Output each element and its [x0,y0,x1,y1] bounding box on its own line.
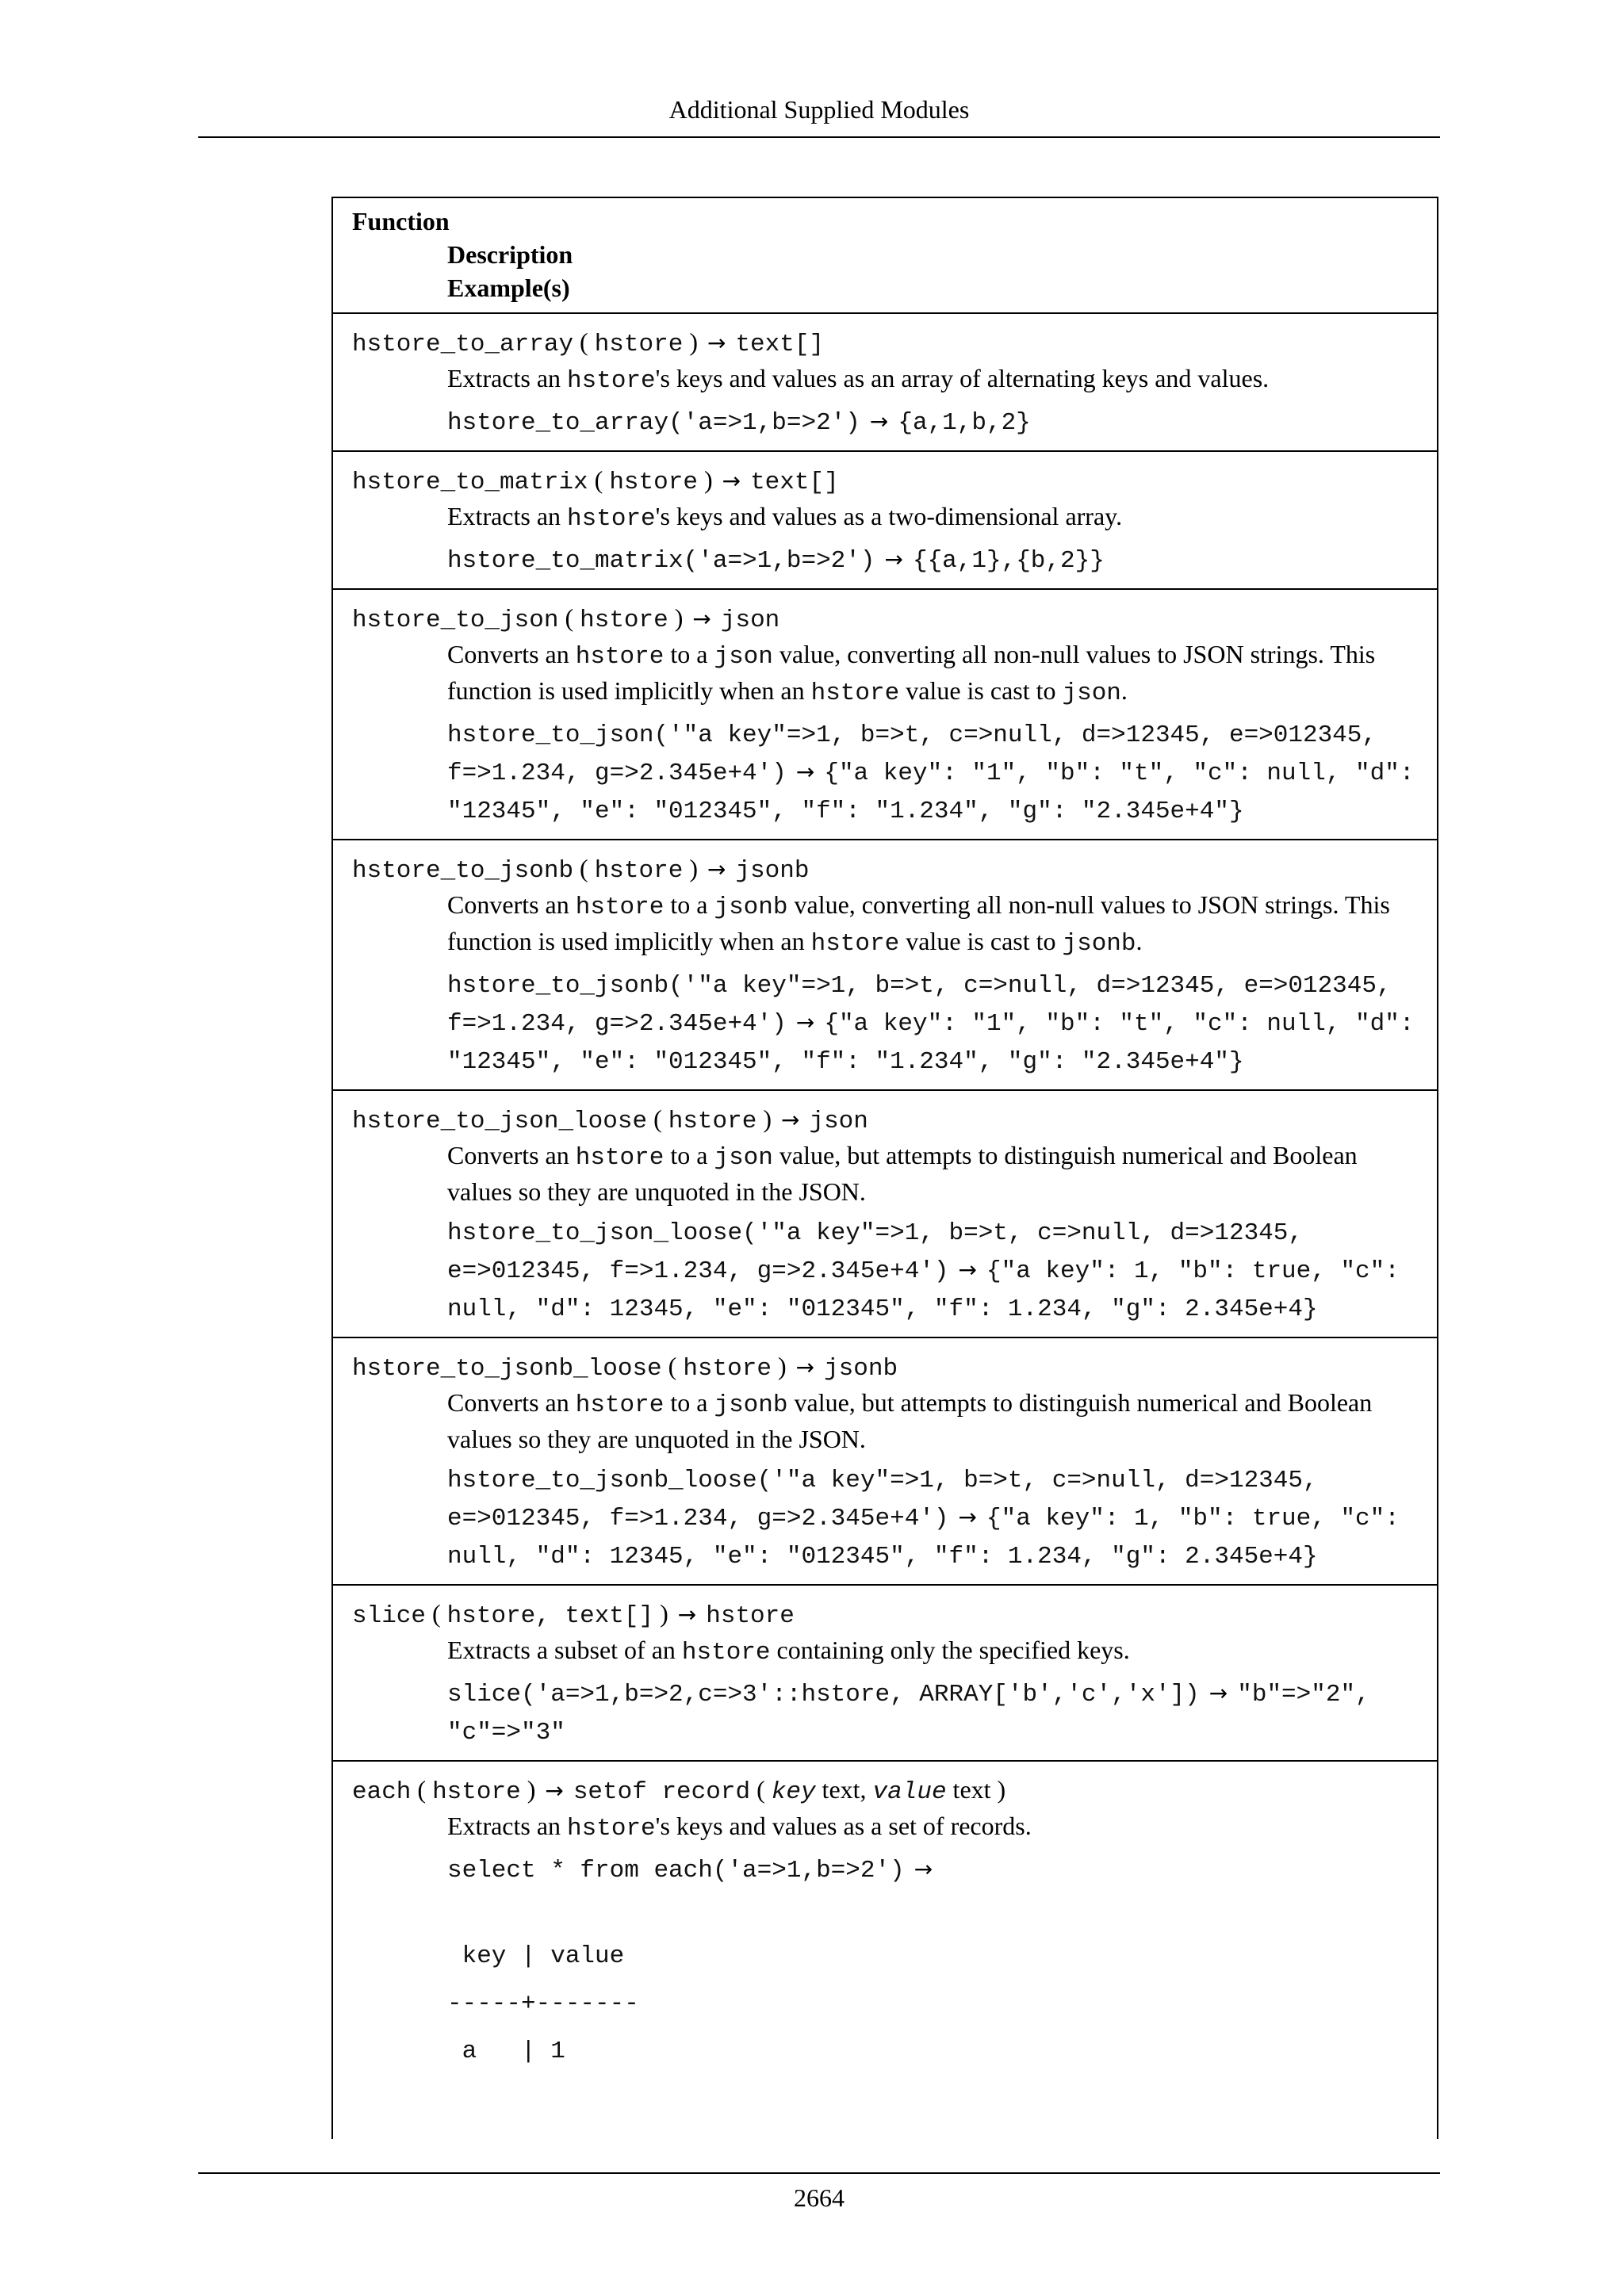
returns-arrow-icon: → [545,1777,564,1804]
function-signature: hstore_to_jsonb ( hstore ) → jsonb [352,854,810,885]
example-call: slice('a=>1,b=>2,c=>3'::hstore, ARRAY['b','c','x']) [447,1681,1200,1709]
function-args: hstore [609,469,698,496]
function-return-type: json [720,607,780,634]
header-function: Function [352,207,450,235]
function-description: Converts an hstore to a jsonb value, but attempts to distinguish numerical and Boolean values so they are unquoted in the JSON. [447,1388,1373,1453]
function-description: Converts an hstore to a json value, but attempts to distinguish numerical and Boolean values so they are unquoted in the JSON. [447,1141,1358,1206]
table-row [333,590,1437,840]
example-call: hstore_to_jsonb_loose('"a key"=>1, b=>t, c=>null, d=>12345, e=>012345, f=>1.234, g=>2.345e+4') [447,1467,1318,1533]
function-args: hstore [594,331,684,358]
function-example [352,1850,1418,1888]
function-return-type: hstore [706,1602,795,1630]
function-return-type: text[] [735,331,825,358]
result-arrow-icon: → [869,408,889,434]
function-example [352,403,1418,441]
table-row [333,1338,1437,1586]
function-return-type: jsonb [824,1355,898,1383]
result-arrow-icon: → [1208,1680,1228,1706]
example-call: select * from each('a=>1,b=>2') [447,1857,905,1885]
returns-arrow-icon: → [722,468,741,494]
function-signature: hstore_to_json ( hstore ) → json [352,603,780,634]
function-example [352,541,1418,579]
returns-arrow-icon: → [781,1107,800,1133]
function-example [352,1674,1418,1751]
function-signature: hstore_to_matrix ( hstore ) → text[] [352,465,839,496]
function-signature: hstore_to_json_loose ( hstore ) → json [352,1104,868,1135]
param-value: value [872,1778,947,1806]
returns-arrow-icon: → [707,330,726,356]
example-call: hstore_to_matrix('a=>1,b=>2') [447,547,875,575]
function-name: hstore_to_jsonb [352,857,574,885]
function-args: hstore [580,607,668,634]
example-result: {"a key": "1", "b": "t", "c": null, "d": "12345", "e": "012345", "f": "1.234", "g": "2.345e+4"} [447,760,1415,825]
function-return-type: jsonb [735,857,810,885]
returns-arrow-icon: → [692,606,711,632]
result-arrow-icon: → [958,1257,977,1283]
param-key: key [771,1778,816,1806]
example-call: hstore_to_json_loose('"a key"=>1, b=>t, c=>null, d=>12345, e=>012345, f=>1.234, g=>2.345e+4') [447,1219,1303,1285]
table-row [333,314,1437,452]
function-name: hstore_to_json [352,607,559,634]
example-result: {{a,1},{b,2}} [912,547,1105,575]
result-arrow-icon: → [795,759,815,785]
function-args: hstore, text[] [446,1602,654,1630]
result-arrow-icon: → [795,1009,815,1035]
result-arrow-icon: → [958,1504,977,1530]
example-result: {"a key": "1", "b": "t", "c": null, "d": "12345", "e": "012345", "f": "1.234", "g": "2.345e+4"} [447,1010,1415,1076]
function-name: hstore_to_array [352,331,574,358]
header-examples: Example(s) [447,274,570,302]
function-args: hstore [668,1108,757,1135]
function-example [352,966,1418,1080]
function-description: Extracts a subset of an hstore containing only the specified keys. [447,1636,1130,1667]
table-row [333,1586,1437,1762]
function-table [331,197,1438,2139]
example-call: hstore_to_jsonb('"a key"=>1, b=>t, c=>null, d=>12345, e=>012345, f=>1.234, g=>2.345e+4') [447,972,1392,1038]
running-header: Additional Supplied Modules [668,95,970,124]
table-row [333,1091,1437,1338]
function-name: hstore_to_matrix [352,469,588,496]
function-description: Extracts an hstore's keys and values as a set of records. [447,1812,1032,1843]
function-return-type: setof record [573,1778,751,1806]
example-call: hstore_to_array('a=>1,b=>2') [447,409,860,437]
returns-arrow-icon: → [677,1601,697,1628]
function-description: Extracts an hstore's keys and values as a two-dimensional array. [447,502,1123,533]
result-arrow-icon: → [914,1856,933,1882]
table-header-row [333,198,1437,314]
example-call: hstore_to_json('"a key"=>1, b=>t, c=>null, d=>12345, e=>012345, f=>1.234, g=>2.345e+4') [447,721,1377,787]
function-args: hstore [594,857,684,885]
function-example [352,715,1418,829]
table-row [333,840,1437,1091]
example-result: {"a key": 1, "b": true, "c": null, "d": 12345, "e": "012345", "f": 1.234, "g": 2.345e+4} [447,1505,1400,1571]
function-name: each [352,1778,412,1806]
function-signature: hstore_to_array ( hstore ) → text[] [352,327,825,358]
function-signature: hstore_to_jsonb_loose ( hstore ) → jsonb [352,1352,898,1383]
function-description: Converts an hstore to a json value, converting all non-null values to JSON strings. This function is used implicitly when an hstore value is cast to json. [447,640,1376,707]
example-result: "b"=>"2", "c"=>"3" [447,1681,1370,1747]
table-row [333,452,1437,590]
function-name: slice [352,1602,427,1630]
example-result: {"a key": 1, "b": true, "c": null, "d": 12345, "e": "012345", "f": 1.234, "g": 2.345e+4} [447,1257,1400,1323]
page-number: 2664 [794,2183,845,2212]
function-signature: each ( hstore ) → setof record ( key text, value text ) [352,1775,1006,1806]
function-return-type: text[] [750,469,839,496]
example-result: {a,1,b,2} [898,409,1031,437]
function-example [352,1460,1418,1575]
function-signature: slice ( hstore, text[] ) → hstore [352,1599,795,1630]
function-example [352,1213,1418,1327]
result-arrow-icon: → [884,546,903,572]
footer-rule [198,2172,1440,2174]
function-name: hstore_to_jsonb_loose [352,1355,662,1383]
function-args: hstore [683,1355,772,1383]
table-row [333,1762,1437,2085]
header-rule [198,136,1440,138]
function-return-type: json [809,1108,868,1135]
example-output: key | value -----+------- a | 1 [447,1942,639,2065]
function-name: hstore_to_json_loose [352,1108,648,1135]
function-description: Converts an hstore to a jsonb value, converting all non-null values to JSON strings. This function is used implicitly when an hstore value is cast to jsonb. [447,890,1390,958]
header-description: Description [447,240,573,269]
function-args: hstore [432,1778,521,1806]
returns-arrow-icon: → [795,1354,815,1380]
returns-arrow-icon: → [707,856,726,882]
function-description: Extracts an hstore's keys and values as an array of alternating keys and values. [447,364,1270,395]
